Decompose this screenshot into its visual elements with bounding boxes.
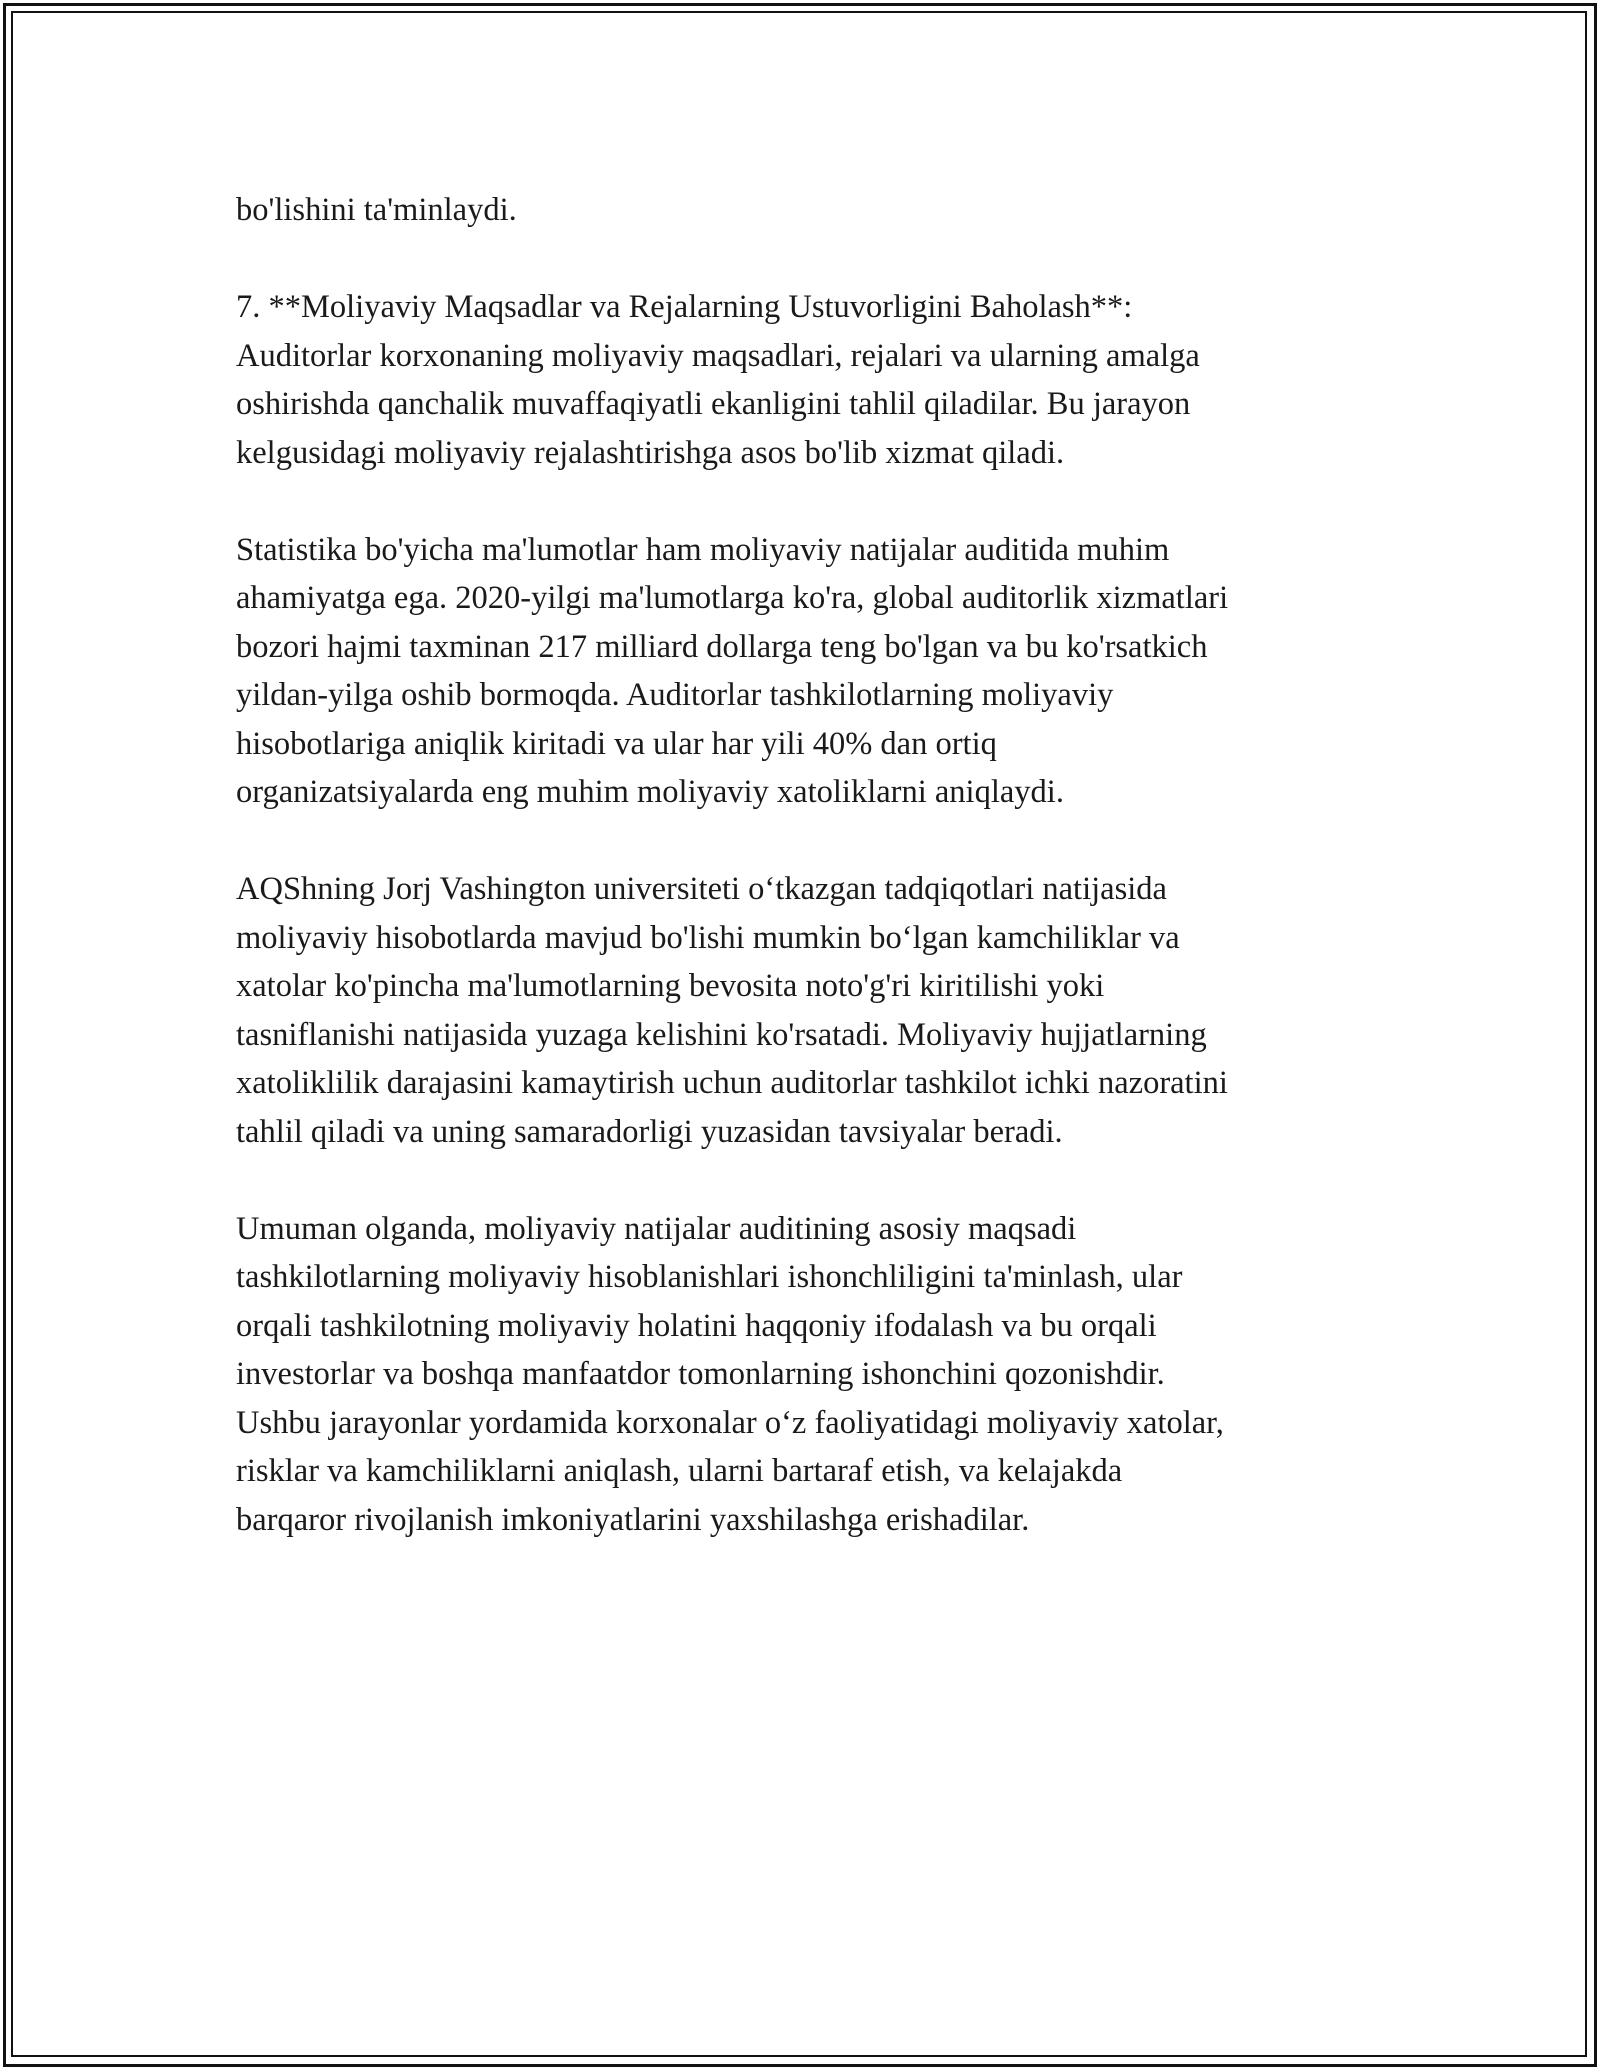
text-line: organizatsiyalarda eng muhim moliyaviy xatoliklarni aniqlaydi. bbox=[236, 774, 1064, 810]
paragraph-spacer bbox=[236, 817, 1366, 866]
text-line: 7. **Moliyaviy Maqsadlar va Rejalarning Ustuvorligini Baholash**: bbox=[236, 289, 1133, 325]
text-line: kelgusidagi moliyaviy rejalashtirishga asos bo'lib xizmat qiladi. bbox=[236, 434, 1065, 471]
text-line: barqaror rivojlanish imkoniyatlarini yaxshilashga erishadilar. bbox=[236, 1501, 1030, 1538]
text-line: xatoliklilik darajasini kamaytirish uchun auditorlar tashkilot ichki nazoratini bbox=[236, 1065, 1228, 1101]
text-line: oshirishda qanchalik muvaffaqiyatli ekanligini tahlil qiladilar. Bu jarayon bbox=[236, 386, 1191, 422]
paragraph-conclusion bbox=[236, 1205, 1366, 1545]
document-body bbox=[236, 186, 1366, 1544]
paragraph-spacer bbox=[236, 1156, 1366, 1205]
text-line: bo'lishini ta'minlaydi. bbox=[236, 192, 517, 228]
paragraph-research bbox=[236, 865, 1366, 1156]
text-line: Ushbu jarayonlar yordamida korxonalar o‘z faoliyatidagi moliyaviy xatolar, bbox=[236, 1404, 1224, 1441]
paragraph-item-7 bbox=[236, 283, 1366, 477]
text-line: risklar va kamchiliklarni aniqlash, ularni bartaraf etish, va kelajakda bbox=[236, 1453, 1123, 1489]
text-line: orqali tashkilotning moliyaviy holatini haqqoniy ifodalash va bu orqali bbox=[236, 1307, 1157, 1344]
paragraph-statistics bbox=[236, 526, 1366, 817]
text-line: tahlil qiladi va uning samaradorligi yuzasidan tavsiyalar beradi. bbox=[236, 1113, 1063, 1150]
text-line: Statistika bo'yicha ma'lumotlar ham moliyaviy natijalar auditida muhim bbox=[236, 531, 1170, 568]
paragraph-continuation bbox=[236, 186, 1366, 235]
text-line: AQShning Jorj Vashington universiteti o‘tkazgan tadqiqotlari natijasida bbox=[236, 871, 1167, 907]
paragraph-spacer bbox=[236, 235, 1366, 284]
paragraph-spacer bbox=[236, 477, 1366, 526]
text-line: tashkilotlarning moliyaviy hisoblanishlari ishonchliligini ta'minlash, ular bbox=[236, 1259, 1183, 1295]
text-line: Auditorlar korxonaning moliyaviy maqsadlari, rejalari va ularning amalga bbox=[236, 337, 1200, 374]
text-line: hisobotlariga aniqlik kiritadi va ular har yili 40% dan ortiq bbox=[236, 725, 997, 762]
text-line: tasniflanishi natijasida yuzaga kelishini ko'rsatadi. Moliyaviy hujjatlarning bbox=[236, 1016, 1207, 1053]
text-line: xatolar ko'pincha ma'lumotlarning bevosita noto'g'ri kiritilishi yoki bbox=[236, 968, 1105, 1004]
text-line: ahamiyatga ega. 2020-yilgi ma'lumotlarga ko'ra, global auditorlik xizmatlari bbox=[236, 580, 1229, 616]
text-line: yildan-yilga oshib bormoqda. Auditorlar tashkilotlarning moliyaviy bbox=[236, 677, 1114, 713]
text-line: Umuman olganda, moliyaviy natijalar auditining asosiy maqsadi bbox=[236, 1210, 1077, 1247]
text-line: moliyaviy hisobotlarda mavjud bo'lishi mumkin bo‘lgan kamchiliklar va bbox=[236, 919, 1180, 956]
text-line: bozori hajmi taxminan 217 milliard dollarga teng bo'lgan va bu ko'rsatkich bbox=[236, 628, 1208, 665]
text-line: investorlar va boshqa manfaatdor tomonlarning ishonchini qozonishdir. bbox=[236, 1356, 1165, 1392]
